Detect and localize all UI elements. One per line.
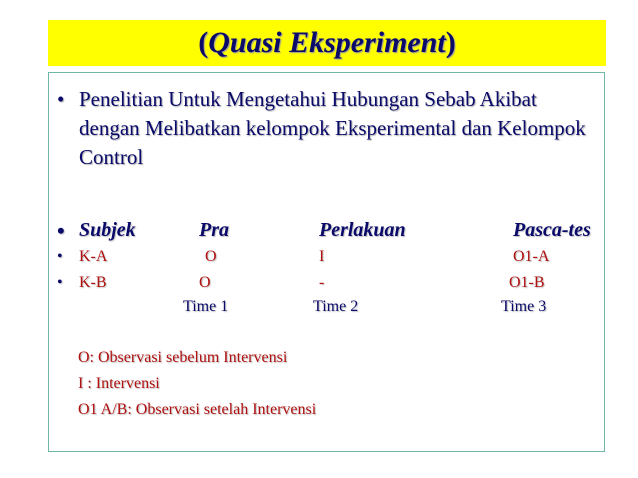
table-row (57, 248, 597, 272)
cell-subjek: K-B (79, 274, 107, 291)
header-subjek: Subjek (79, 219, 136, 241)
bullet-icon: • (57, 87, 65, 111)
time-2: Time 2 (313, 298, 359, 315)
slide-title (198, 26, 456, 60)
header-pra: Pra (199, 219, 229, 241)
content-box (48, 72, 605, 452)
legend-item: O1 A/B: Observasi setelah Intervensi (78, 401, 317, 418)
bullet-icon: • (57, 274, 63, 291)
cell-pasca-tes: O1-B (509, 274, 545, 291)
title-text: Quasi Eksperiment (208, 26, 446, 59)
header-perlakuan: Perlakuan (319, 219, 406, 241)
header-pasca-tes: Pasca-tes (513, 219, 591, 241)
main-bullet (57, 85, 597, 172)
bullet-icon: • (57, 218, 65, 243)
legend-item: O: Observasi sebelum Intervensi (78, 349, 288, 366)
main-bullet-text: Penelitian Untuk Mengetahui Hubungan Sebab Akibat dengan Melibatkan kelompok Eksperimental dan Kelompok Control (79, 87, 586, 169)
bullet-icon: • (57, 248, 63, 265)
cell-pra: O (205, 248, 217, 265)
slide-title-bar (48, 20, 606, 66)
time-row (49, 298, 606, 320)
table-row (57, 274, 597, 298)
time-1: Time 1 (183, 298, 229, 315)
cell-perlakuan: - (319, 274, 325, 291)
cell-pasca-tes: O1-A (513, 248, 550, 265)
cell-perlakuan: I (319, 248, 325, 265)
title-open-paren: ( (198, 26, 209, 59)
title-close-paren: ) (445, 26, 456, 59)
legend-item: I : Intervensi (78, 375, 160, 392)
table-header-row (57, 219, 597, 243)
cell-subjek: K-A (79, 248, 108, 265)
time-3: Time 3 (501, 298, 547, 315)
cell-pra: O (199, 274, 211, 291)
